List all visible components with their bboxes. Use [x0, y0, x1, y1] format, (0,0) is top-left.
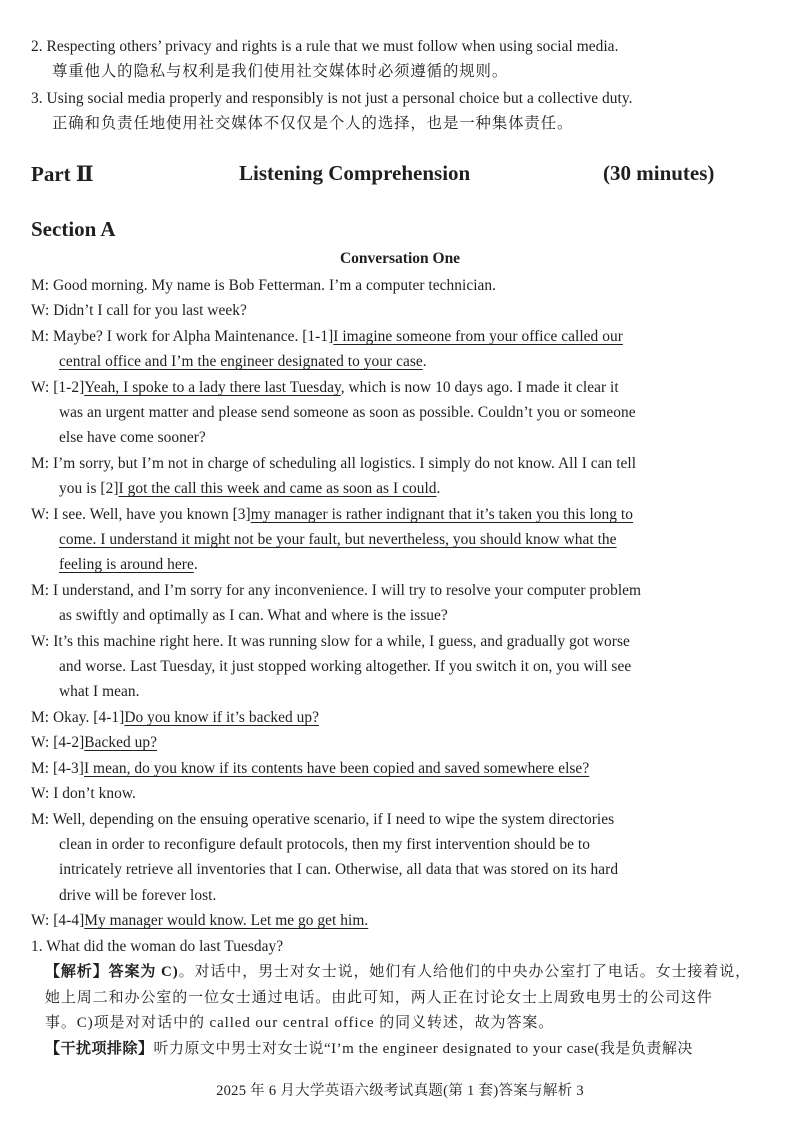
dialogue-line: W: Didn’t I call for you last week?: [31, 302, 247, 319]
question-1: 1. What did the woman do last Tuesday?: [31, 938, 284, 955]
dialogue-line: central office and I’m the engineer designated to your case.: [59, 353, 427, 370]
dialogue-line: you is [2]I got the call this week and came as soon as I could.: [59, 480, 441, 497]
dialogue-line: as swiftly and optimally as I can. What and where is the issue?: [59, 607, 448, 624]
dialogue-line: M: [4-3]I mean, do you know if its contents have been copied and saved somewhere else?: [31, 760, 590, 777]
distractor-label: 【干扰项排除】: [45, 1041, 154, 1057]
dialogue-line: M: Well, depending on the ensuing operative scenario, if I need to wipe the system directories: [31, 811, 615, 828]
dialogue-line: [59, 530, 617, 550]
dialogue-line: else have come sooner?: [59, 429, 206, 446]
section-heading: Section A: [31, 217, 116, 241]
answer-clue: come. I understand it might not be your fault, but nevertheless, you should know what the: [59, 531, 617, 548]
dialogue-line: M: Okay. [4-1]Do you know if it’s backed up?: [31, 709, 320, 726]
analysis-line: 事。C)项是对对话中的 called our central office 的同义转述，故为答案。: [45, 1015, 555, 1031]
part-title: Listening Comprehension: [239, 161, 471, 185]
answer-clue: My manager would know. Let me go get him.: [84, 912, 369, 929]
part-number: Part Ⅱ: [31, 162, 94, 186]
dialogue-line: was an urgent matter and please send someone as soon as possible. Couldn’t you or someone: [59, 404, 636, 421]
analysis-line: 【解析】答案为 C)。对话中，男士对女士说，她们有人给他们的中央办公室打了电话。女士接着说，: [45, 964, 751, 980]
dialogue-line: W: I see. Well, have you known [3]my manager is rather indignant that it’s taken you this long to: [31, 506, 634, 523]
answer-clue: Backed up?: [84, 734, 157, 751]
part-time: (30 minutes): [603, 161, 715, 185]
answer-clue: feeling is around here: [59, 556, 194, 573]
analysis-label: 【解析】: [45, 964, 109, 980]
distractor-line: 【干扰项排除】听力原文中男士对女士说“I’m the engineer designated to your case(我是负责解决: [45, 1041, 693, 1057]
dialogue-line: M: I’m sorry, but I’m not in charge of scheduling all logistics. I simply do not know. All I can tell: [31, 455, 637, 472]
analysis-line: 她上周二和办公室的一位女士通过电话。由此可知，两人正在讨论女士上周致电男士的公司这件: [45, 990, 713, 1006]
intro-item-3-cn: 正确和负责任地使用社交媒体不仅仅是个人的选择，也是一种集体责任。: [52, 115, 574, 132]
answer-clue: Yeah, I spoke to a lady there last Tuesday: [84, 379, 341, 396]
dialogue-line: clean in order to reconfigure default protocols, then my first intervention should be to: [59, 836, 590, 853]
conversation-title: Conversation One: [339, 250, 461, 267]
answer-key: 答案为 C): [108, 964, 179, 980]
answer-clue: central office and I’m the engineer designated to your case: [59, 353, 423, 370]
intro-item-2-en: 2. Respecting others’ privacy and rights is a rule that we must follow when using social media.: [31, 38, 619, 55]
dialogue-line: and worse. Last Tuesday, it just stopped working altogether. If you switch it on, you will see: [59, 658, 632, 675]
answer-clue: I got the call this week and came as soon as I could: [118, 480, 437, 497]
dialogue-line: feeling is around here.: [59, 556, 198, 573]
answer-clue: Do you know if it’s backed up?: [124, 709, 320, 726]
page-footer: 2025 年 6 月大学英语六级考试真题(第 1 套)答案与解析 3: [216, 1083, 584, 1099]
answer-clue: my manager is rather indignant that it’s taken you this long to: [250, 506, 634, 523]
dialogue-line: W: It’s this machine right here. It was running slow for a while, I guess, and gradually got worse: [31, 633, 630, 650]
intro-item-3-en: 3. Using social media properly and responsibly is not just a personal choice but a collective duty.: [31, 90, 633, 107]
dialogue-line: intricately retrieve all inventories that I can. Otherwise, all data that was stored on its hard: [59, 861, 619, 878]
dialogue-line: M: Maybe? I work for Alpha Maintenance. [1-1]I imagine someone from your office called our: [31, 328, 623, 345]
intro-item-2-cn: 尊重他人的隐私与权利是我们使用社交媒体时必须遵循的规则。: [52, 63, 509, 80]
dialogue-line: W: [1-2]Yeah, I spoke to a lady there last Tuesday, which is now 10 days ago. I made it clear it: [31, 379, 619, 396]
dialogue-line: drive will be forever lost.: [59, 887, 217, 904]
dialogue-line: M: Good morning. My name is Bob Fetterman. I’m a computer technician.: [31, 277, 497, 294]
dialogue-line: W: [4-4]My manager would know. Let me go get him.: [31, 912, 369, 929]
dialogue-line: M: I understand, and I’m sorry for any inconvenience. I will try to resolve your computer problem: [31, 582, 642, 599]
dialogue-line: W: I don’t know.: [31, 785, 136, 802]
dialogue-line: W: [4-2]Backed up?: [31, 734, 157, 751]
dialogue-line: what I mean.: [59, 683, 140, 700]
answer-clue: I mean, do you know if its contents have been copied and saved somewhere else?: [83, 760, 590, 777]
answer-clue: I imagine someone from your office called our: [333, 328, 623, 345]
